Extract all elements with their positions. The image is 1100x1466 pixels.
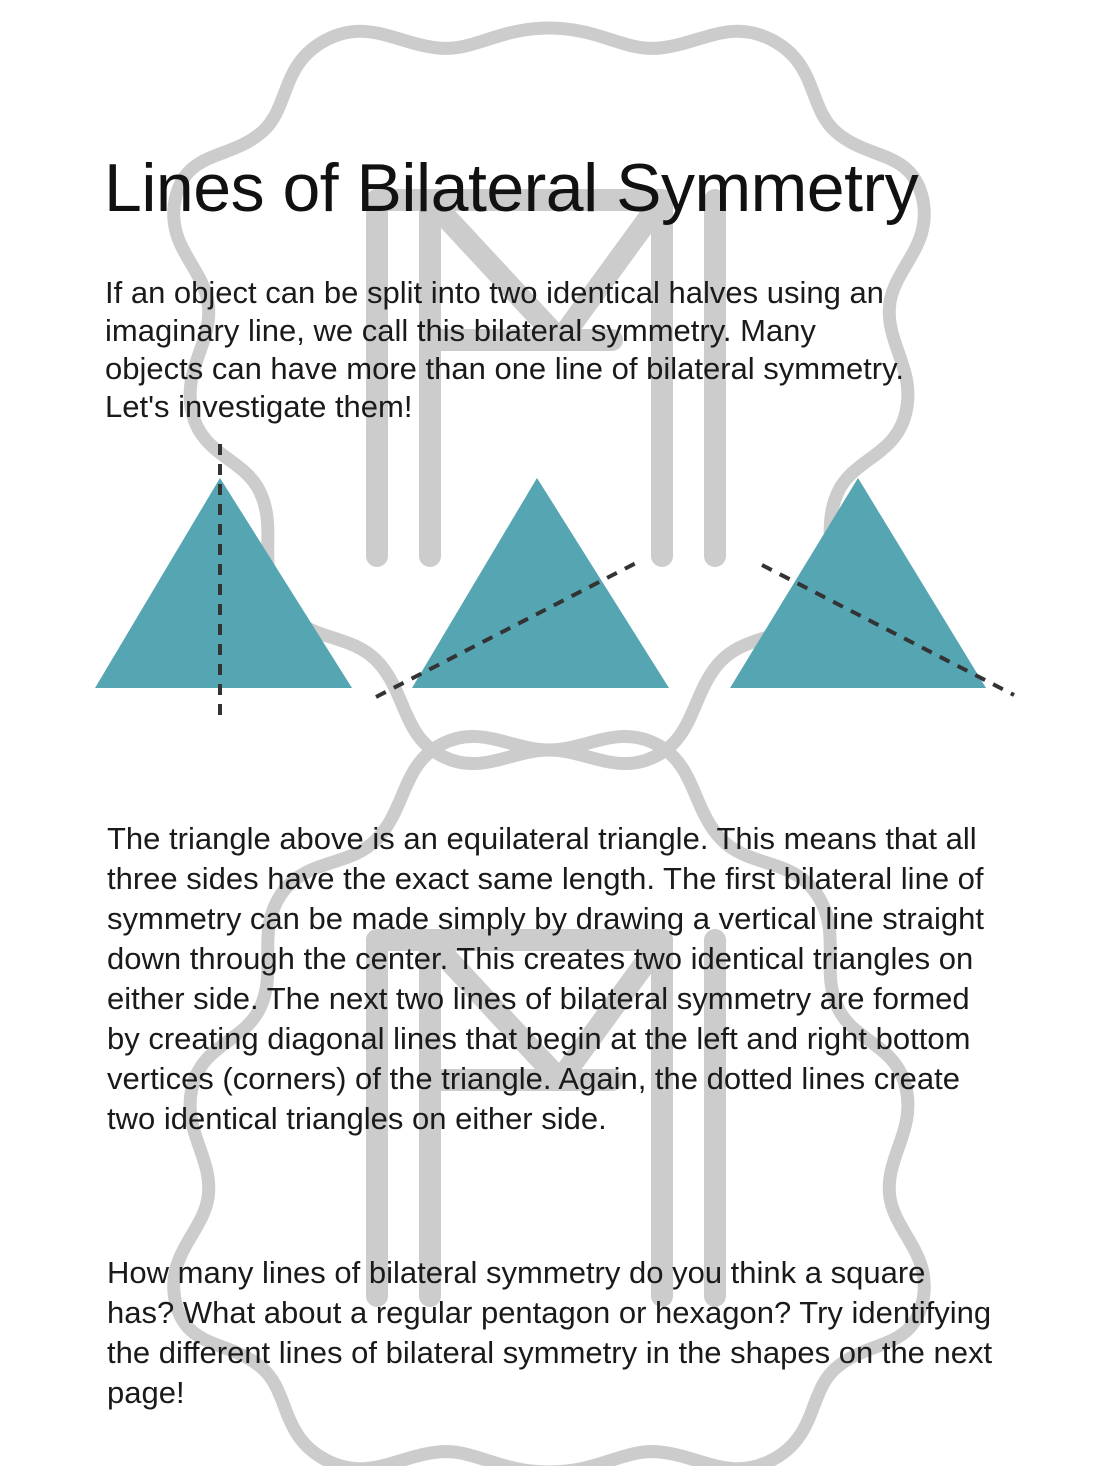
intro-paragraph: If an object can be split into two identical halves using an imaginary line, we call this bilateral symmetry. Many objects can have more than one line of bilateral symmetry. Let's investigate them! <box>105 275 904 424</box>
closing-paragraph: How many lines of bilateral symmetry do you think a square has? What about a regular pentagon or hexagon? Try identifying the different lines of bilateral symmetry in the shapes on the next page! <box>107 1255 993 1410</box>
page-title: Lines of Bilateral Symmetry <box>104 149 919 226</box>
triangle-vertical-axis <box>95 444 352 723</box>
symmetry-figure <box>0 420 1100 760</box>
triangle-shape <box>95 478 352 688</box>
triangle-diagonal-down-right <box>730 478 1014 695</box>
triangle-shape <box>730 478 986 688</box>
triangle-diagonal-up-right <box>376 478 669 697</box>
body-paragraph: The triangle above is an equilateral triangle. This means that all three sides have the exact same length. The first bilateral line of symmetry can be made simply by drawing a vertical line straight down through the center. This creates two identical triangles on either side. The next two lines of bilateral symmetry are formed by creating diagonal lines that begin at the left and right bottom vertices (corners) of the triangle. Again, the dotted lines create two identical triangles on either side. <box>107 821 984 1136</box>
